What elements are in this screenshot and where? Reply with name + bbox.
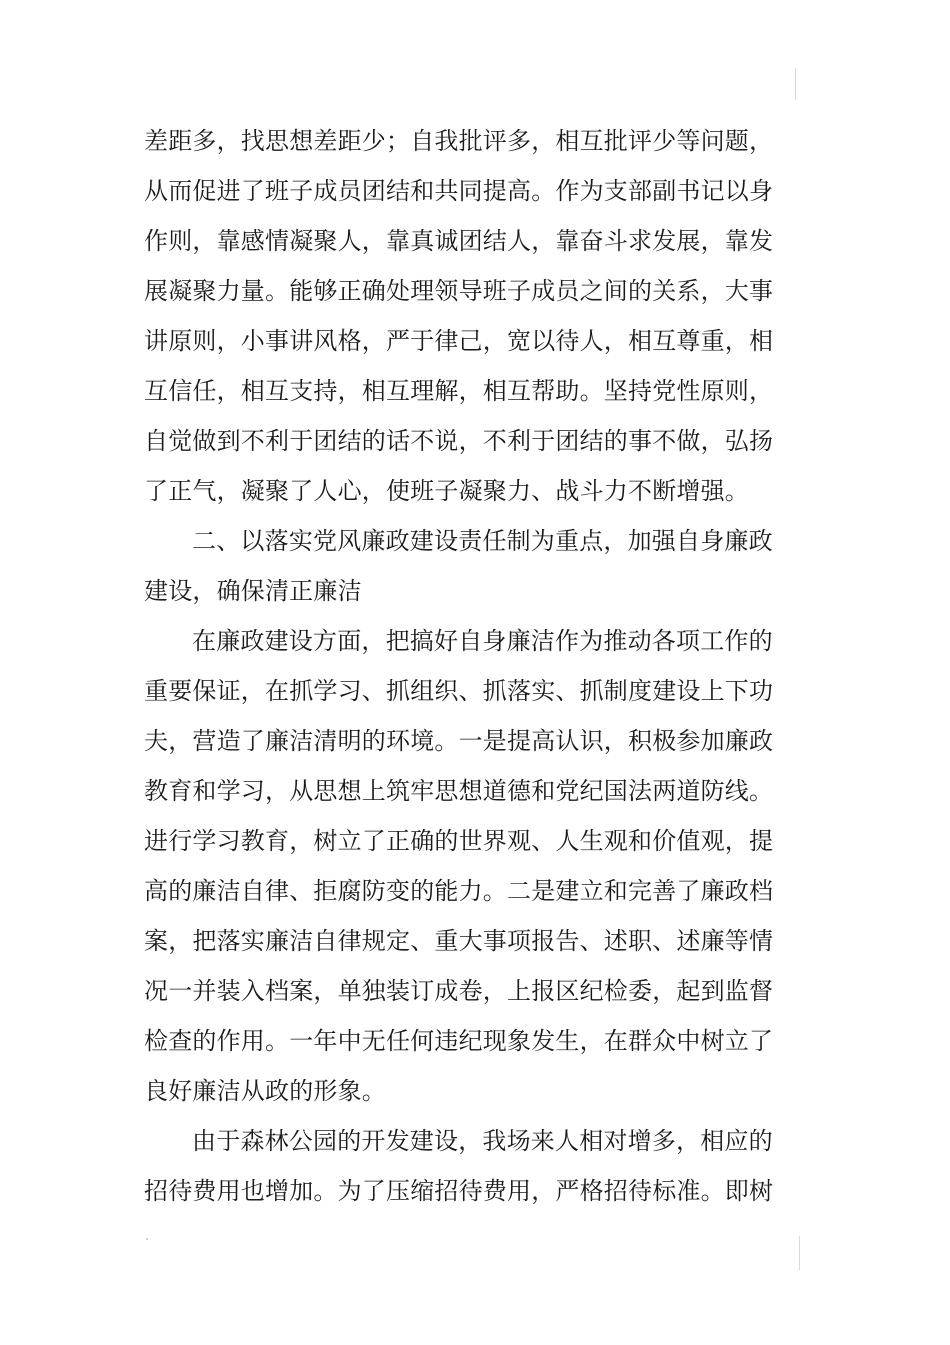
paragraph-integrity [144, 616, 774, 1116]
text-line: 教育和学习，从思想上筑牢思想道德和党纪国法两道防线。 [144, 777, 774, 805]
text-line: 建设，确保清正廉洁 [144, 577, 362, 605]
text-line: 展凝聚力量。能够正确处理领导班子成员之间的关系，大事 [144, 277, 774, 305]
bottom-margin-mark [799, 1236, 800, 1270]
text-line: 夫，营造了廉洁清明的环境。一是提高认识，积极参加廉政 [144, 727, 774, 755]
text-line: 检查的作用。一年中无任何违纪现象发生，在群众中树立了 [144, 1027, 774, 1055]
text-line: 二、以落实党风廉政建设责任制为重点，加强自身廉政 [192, 527, 773, 555]
document-body [144, 116, 774, 1216]
text-line: 招待费用也增加。为了压缩招待费用，严格招待标准。即树 [144, 1177, 774, 1205]
text-line: 由于森林公园的开发建设，我场来人相对增多，相应的 [192, 1127, 773, 1155]
text-line: 互信任，相互支持，相互理解，相互帮助。坚持党性原则， [144, 377, 774, 405]
text-line: 作则，靠感情凝聚人，靠真诚团结人，靠奋斗求发展，靠发 [144, 227, 774, 255]
text-line: 重要保证，在抓学习、抓组织、抓落实、抓制度建设上下功 [144, 677, 774, 705]
section-heading [144, 516, 773, 616]
text-line: 讲原则，小事讲风格，严于律己，宽以待人，相互尊重，相 [144, 327, 774, 355]
text-line: 了正气，凝聚了人心，使班子凝聚力、战斗力不断增强。 [144, 477, 749, 505]
text-line: 从而促进了班子成员团结和共同提高。作为支部副书记以身 [144, 177, 774, 205]
text-line: 高的廉洁自律、拒腐防变的能力。二是建立和完善了廉政档 [144, 877, 774, 905]
text-line: 良好廉洁从政的形象。 [144, 1077, 386, 1105]
text-line: 自觉做到不利于团结的话不说，不利于团结的事不做，弘扬 [144, 427, 774, 455]
text-line: 况一并装入档案，单独装订成卷，上报区纪检委，起到监督 [144, 977, 774, 1005]
paragraph-reception [144, 1116, 774, 1216]
text-line: 案，把落实廉洁自律规定、重大事项报告、述职、述廉等情 [144, 927, 774, 955]
corner-mark [146, 1238, 148, 1240]
paragraph-continuation [144, 116, 774, 516]
text-line: 进行学习教育，树立了正确的世界观、人生观和价值观，提 [144, 827, 774, 855]
top-margin-mark [795, 68, 796, 100]
text-line: 差距多，找思想差距少；自我批评多，相互批评少等问题， [144, 127, 774, 155]
text-line: 在廉政建设方面，把搞好自身廉洁作为推动各项工作的 [192, 627, 773, 655]
